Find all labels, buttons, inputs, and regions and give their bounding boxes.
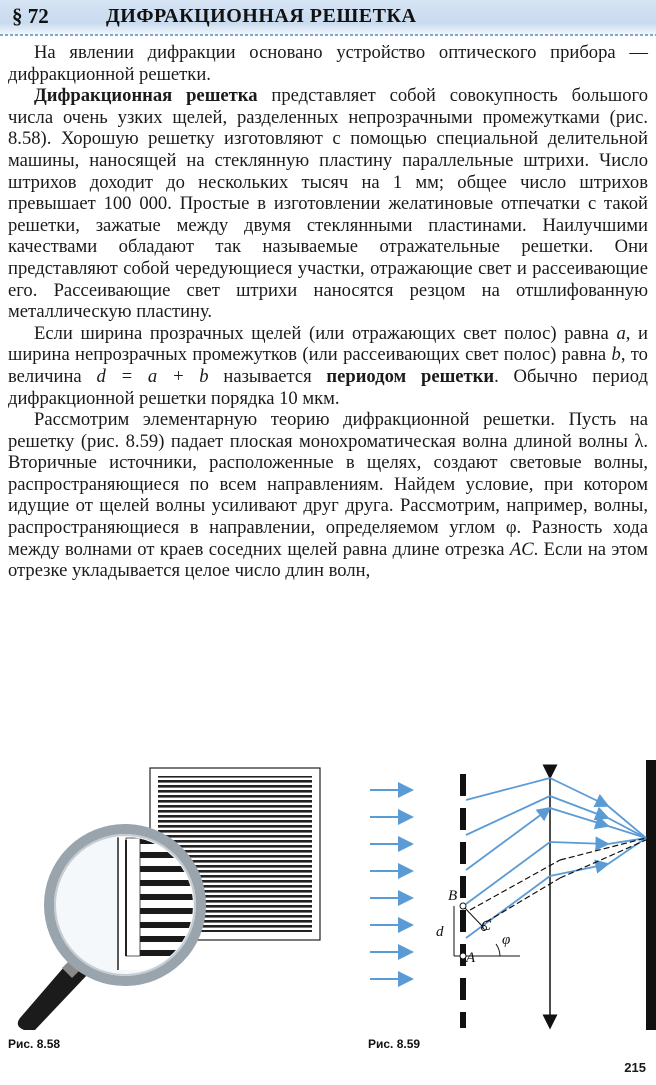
figure-grating-magnifier	[0, 760, 330, 1030]
label-phi: φ	[502, 932, 511, 948]
paragraph-4-text-b: . Если на этом отрезке укладывается целое число длин волн,	[8, 538, 648, 582]
paragraph-3-text-b: , и ширина непрозрачных промежутков (или рассеивающих свет полос) равна	[8, 322, 648, 366]
variable-b: b	[611, 344, 621, 366]
section-number: § 72	[12, 4, 49, 28]
paragraph-4	[8, 409, 648, 582]
section-title: ДИФРАКЦИОННАЯ РЕШЕТКА	[106, 5, 417, 27]
screen	[646, 760, 656, 1030]
paragraph-3	[8, 323, 648, 409]
variable-a: a	[616, 322, 626, 344]
page-number: 215	[624, 1060, 646, 1075]
header-divider	[0, 34, 656, 36]
figure-1-caption: Рис. 8.58	[8, 1037, 61, 1051]
body-text	[8, 42, 648, 582]
incident-rays	[370, 790, 412, 979]
paragraph-2-text: представляет собой совокупность большого числа очень узких щелей, разделенных непрозрачными промежутками (рис. 8.58). Хорошую решетку изготовляют с помощью специальной делительной машины, наносящей на стеклянную пластину параллельные штрихи. Число штрихов доходит до нескольких тысяч на 1 мм; общее число штрихов превышает 100 000. Простые в изготовлении желатиновые отпечатки с такой решетки, зажатые между двумя стеклянными пластинами. Наилучшими качествами обладают так называемые отражательные решетки. Они представляют собой чередующиеся участки, отражающие свет и рассеивающие его. Рассеивающие свет штрихи наносятся резцом на отшлифованную металлическую пластину.	[8, 85, 648, 323]
paragraph-4-text-a: Рассмотрим элементарную теорию дифракционной решетки. Пусть на решетку (рис. 8.59) падает плоская монохроматическая волна длиной волны λ. Вторичные источники, расположенные в щелях, создают световые волны, распространяющиеся по всем направлениям. Найдем условие, при котором идущие от щелей волны усиливают друг друга. Рассмотрим, например, волны, распространяющиеся в направлении, определяемом углом φ. Разность хода между волнами от краев соседних щелей равна длине отрезка	[8, 409, 648, 560]
paragraph-1: На явлении дифракции основано устройство оптического прибора — дифракционной решетки.	[8, 42, 648, 85]
period-formula: d = a + b	[96, 365, 209, 387]
paragraph-3-text-c: , то величина	[8, 344, 648, 387]
figure-diffraction-scheme	[350, 760, 656, 1030]
label-c: C	[481, 918, 492, 934]
label-b: B	[448, 888, 458, 904]
label-a: A	[466, 950, 476, 966]
variable-ac: AC	[509, 538, 534, 560]
paragraph-3-text-d: называется	[208, 365, 327, 387]
term-period: периодом решетки	[326, 365, 495, 387]
term-grating: Дифракционная решетка	[34, 85, 258, 107]
grating-barrier	[460, 774, 466, 1028]
figure-2-caption: Рис. 8.59	[368, 1037, 421, 1051]
paragraph-3-text-e: . Обычно период дифракционной решетки порядка 10 мкм.	[8, 365, 648, 409]
diffracted-rays	[466, 778, 550, 938]
paragraph-3-text-a: Если ширина прозрачных щелей (или отражающих свет полос) равна	[34, 322, 617, 344]
section-header	[0, 0, 656, 38]
label-d: d	[436, 924, 444, 940]
paragraph-2	[8, 85, 648, 323]
